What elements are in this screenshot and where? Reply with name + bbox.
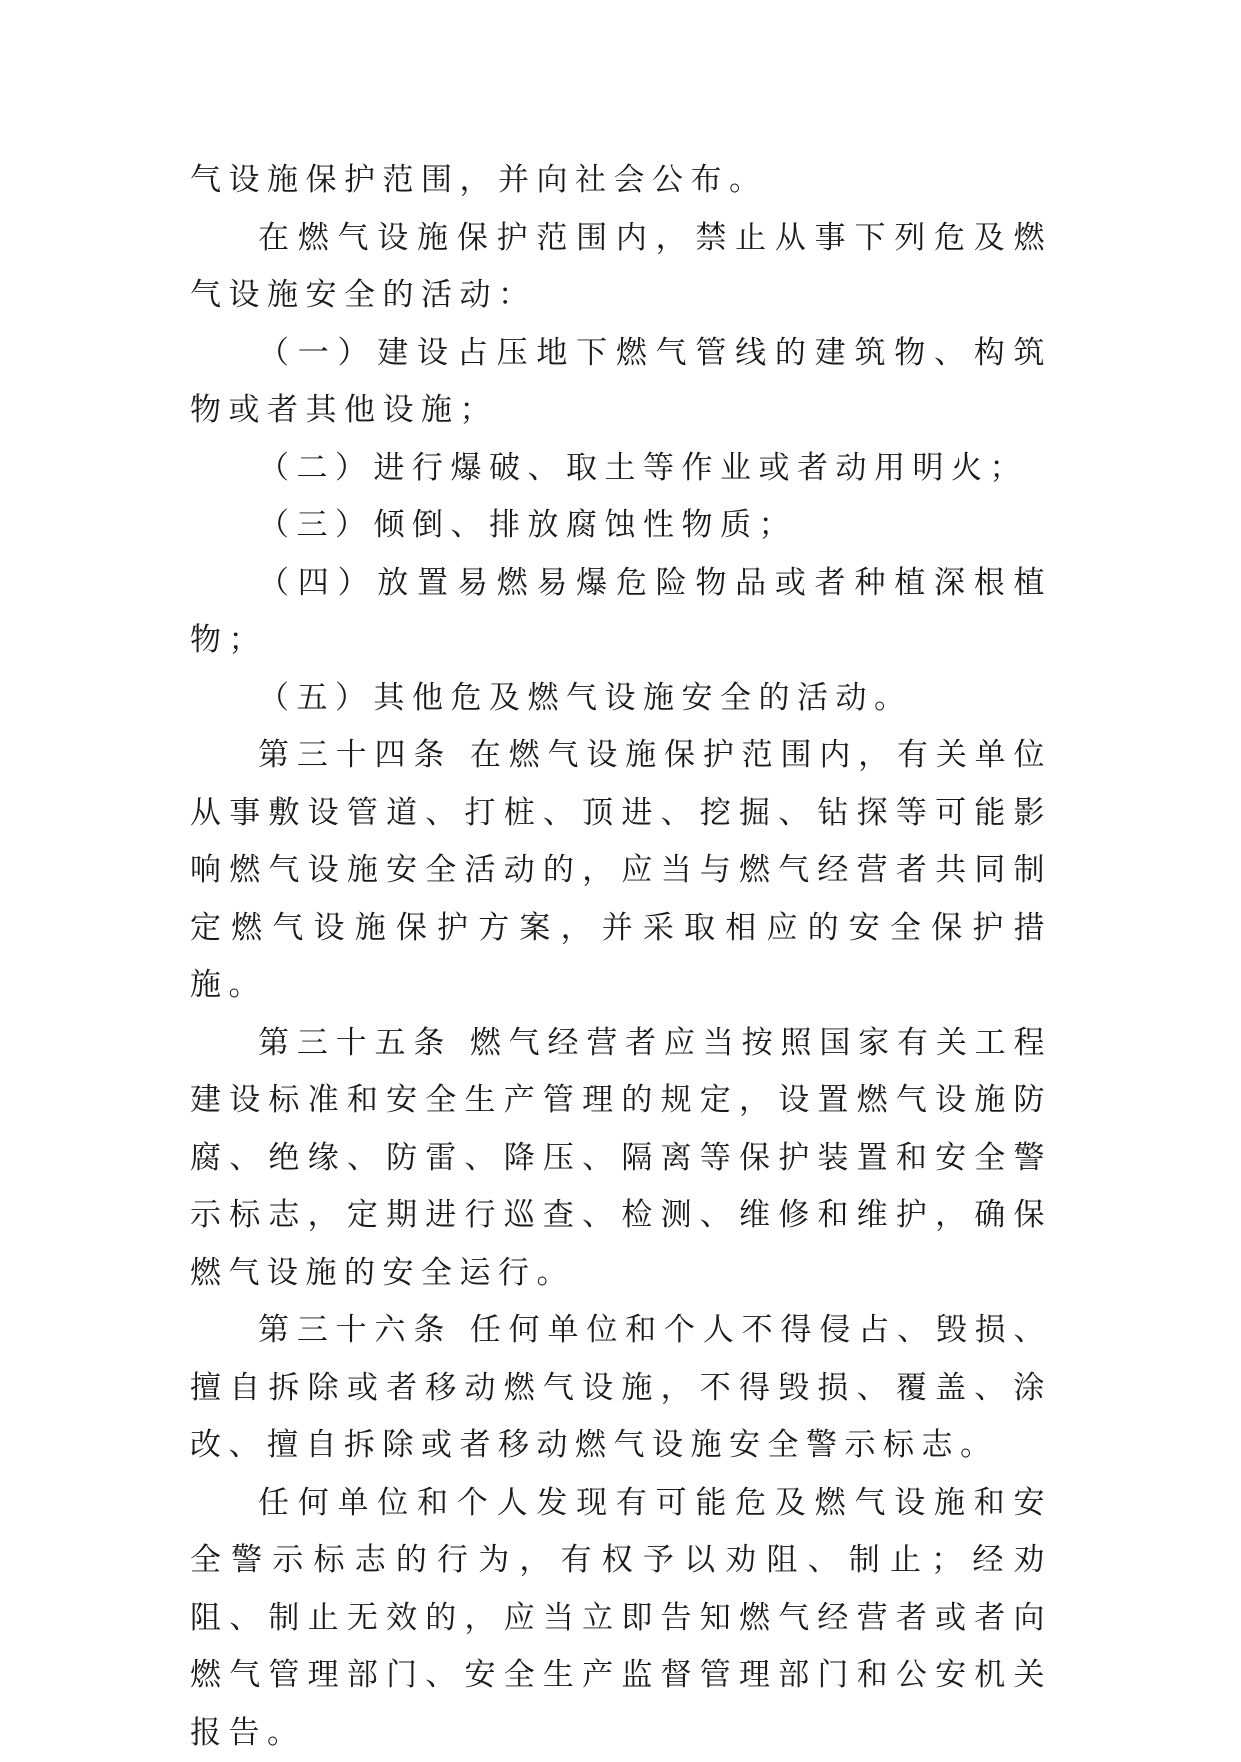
list-item-1: （一）建设占压地下燃气管线的建筑物、构筑物或者其他设施；	[190, 325, 1052, 440]
article-36: 第三十六条 任何单位和个人不得侵占、毁损、擅自拆除或者移动燃气设施，不得毁损、覆盖、涂改、擅自拆除或者移动燃气设施安全警示标志。	[190, 1302, 1052, 1475]
list-item-3: （三）倾倒、排放腐蚀性物质；	[190, 497, 1052, 555]
article-36-paragraph-2: 任何单位和个人发现有可能危及燃气设施和安全警示标志的行为，有权予以劝阻、制止；经劝阻、制止无效的，应当立即告知燃气经营者或者向燃气管理部门、安全生产监督管理部门和公安机关报告。	[190, 1475, 1052, 1762]
list-item-4: （四）放置易燃易爆危险物品或者种植深根植物；	[190, 555, 1052, 670]
article-35: 第三十五条 燃气经营者应当按照国家有关工程建设标准和安全生产管理的规定，设置燃气设施防腐、绝缘、防雷、降压、隔离等保护装置和安全警示标志，定期进行巡查、检测、维修和维护，确保燃气设施的安全运行。	[190, 1015, 1052, 1303]
list-item-2: （二）进行爆破、取土等作业或者动用明火；	[190, 440, 1052, 498]
paragraph-continuation: 气设施保护范围，并向社会公布。	[190, 152, 1052, 210]
list-item-5: （五）其他危及燃气设施安全的活动。	[190, 670, 1052, 728]
article-34: 第三十四条 在燃气设施保护范围内，有关单位从事敷设管道、打桩、顶进、挖掘、钻探等可能影响燃气设施安全活动的，应当与燃气经营者共同制定燃气设施保护方案，并采取相应的安全保护措施。	[190, 727, 1052, 1015]
document-body	[190, 152, 1052, 1762]
paragraph-prohibited-activities-intro: 在燃气设施保护范围内，禁止从事下列危及燃气设施安全的活动：	[190, 210, 1052, 325]
